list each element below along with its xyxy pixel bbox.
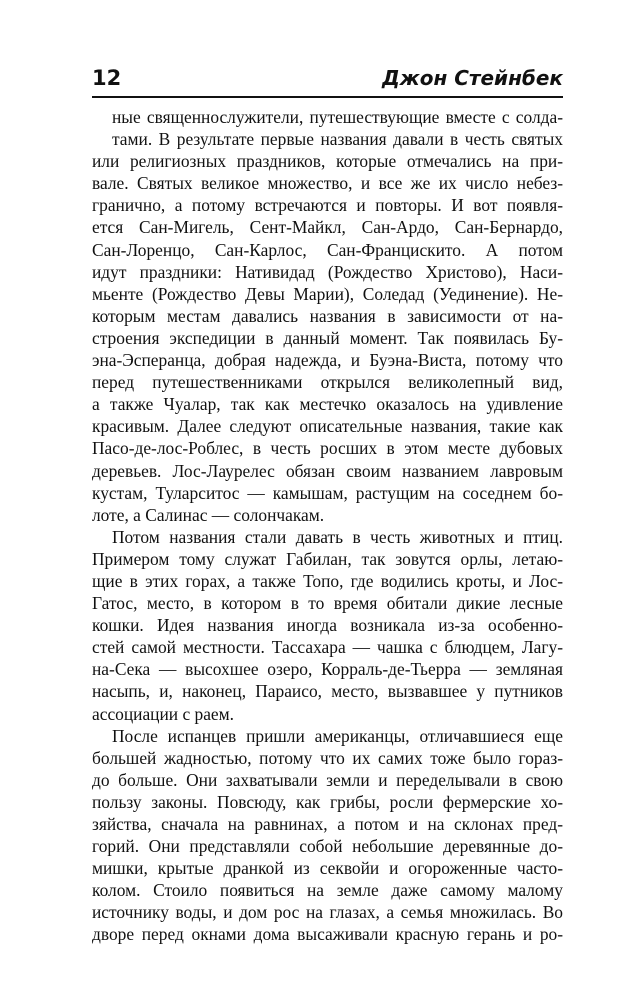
text-line: пользу законы. Повсюду, как грибы, росли фермерские хо- <box>92 791 563 812</box>
text-line: насыпь, и, наконец, Параисо, место, вызвавшее у путников <box>92 681 563 702</box>
text-line: строения экспедиции в данный момент. Так появилась Бу- <box>92 327 563 348</box>
text-line: Гатос, место, в котором в то время обитали дикие лесные <box>92 593 563 614</box>
text-line: эна-Эсперанца, добрая надежда, и Буэна-Виста, потому что <box>92 350 563 371</box>
text-line: кошки. Идея названия иногда возникала из-за особеннo- <box>92 615 563 636</box>
text-line: гранично, а потому встречаются и повторы. И вот появля- <box>92 195 563 216</box>
text-line: деревьев. Лос-Лаурелес обязан своим названием лавровым <box>92 460 563 481</box>
paragraph-start-line: После испанцев пришли американцы, отличавшиеся еще <box>112 725 563 746</box>
text-line: вале. Святых великое множество, и все же их число небез- <box>92 173 563 194</box>
text-line: щие в этих горах, а также Топо, где водились кроты, и Лос- <box>92 570 563 591</box>
page-number: 12 <box>92 66 122 90</box>
running-head-author: Джон Стейнбек <box>381 66 563 90</box>
text-line: идут праздники: Нативидад (Рождество Христово), Наси- <box>92 261 563 282</box>
text-line: а также Чуалар, так как местечко оказалось на удивление <box>92 394 563 415</box>
text-line: дворе перед окнами дома высаживали красную герань и ро- <box>92 924 563 945</box>
text-line: мишки, крытые дранкой из секвойи и огороженные часто- <box>92 858 563 879</box>
text-line: источнику воды, и дом рос на глазах, а семья множилась. Во <box>92 902 563 923</box>
text-line: красивым. Далее следуют описательные названия, такие как <box>92 416 563 437</box>
text-line: Сан-Лоренцо, Сан-Карлос, Сан-Францискито. А потом <box>92 239 563 260</box>
text-line: тами. В результате первые названия давали в честь святых <box>112 129 563 150</box>
paragraph-start-line: Потом названия стали давать в честь животных и птиц. <box>112 526 563 547</box>
text-line: ные священнослужители, путешествующие вместе с солда- <box>112 107 563 127</box>
text-line: кустам, Туларситос — камышам, растущим на соседнем бо- <box>92 482 563 503</box>
text-line: Пасо-де-лос-Роблес, в честь росших в этом месте дубовых <box>92 438 563 459</box>
text-line: горий. Они представляли собой небольшие деревянные до- <box>92 836 563 857</box>
text-line: мьенте (Рождество Девы Марии), Соледад (Уединение). Не- <box>92 283 563 304</box>
text-line: ется Сан-Мигель, Сент-Майкл, Сан-Ардо, Сан-Бернардо, <box>92 217 563 238</box>
running-head <box>92 64 563 94</box>
text-line: которым местам давались названия в зависимости от на- <box>92 305 563 326</box>
header-rule <box>92 96 563 98</box>
body-text <box>92 106 563 946</box>
text-line: зяйства, сначала на равнинах, а потом и на склонах пред- <box>92 814 563 834</box>
text-line: на-Сека — высохшее озеро, Корраль-де-Тьерра — земляная <box>92 659 563 680</box>
text-line: колом. Стоило появиться на земле даже самому малому <box>92 880 563 901</box>
text-line: до больше. Они захватывали земли и переделывали в свою <box>92 769 563 790</box>
text-line: Примером тому служат Габилан, так зовутся орлы, летаю- <box>92 548 563 569</box>
text-line: стей самой местности. Тассахара — чашка с блюдцем, Лагу- <box>92 637 563 658</box>
text-line: перед путешественниками открылся великолепный вид, <box>92 372 563 393</box>
text-line: или религиозных праздников, которые отмечались на при- <box>92 151 563 172</box>
text-line: большей жадностью, потому что их самих тоже было гораз- <box>92 747 563 768</box>
text-line: ассоциации с раем. <box>92 703 235 724</box>
text-line: лоте, а Салинас — солончакам. <box>92 504 325 525</box>
